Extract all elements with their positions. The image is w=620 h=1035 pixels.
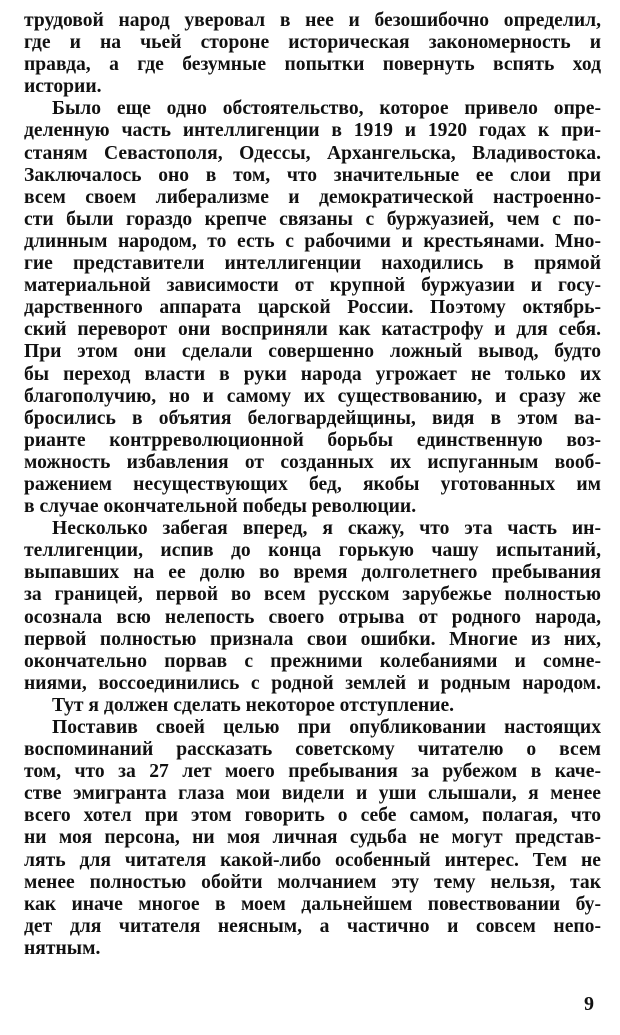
text-line: всем своем либерализме и демократической настроенно- — [24, 186, 601, 208]
text-line: выпавших на ее долю во время долголетнего пребывания — [24, 562, 601, 584]
text-line: ниями, воссоединились с родной землей и родным народом. — [24, 672, 601, 694]
text-line: окончательно порвав с прежними колебаниями и сомне- — [24, 650, 601, 672]
text-line: правда, а где безумные попытки повернуть вспять ход — [24, 54, 601, 76]
text-line: теллигенции, испив до конца горькую чашу испытаний, — [24, 540, 601, 562]
text-line: рианте контрреволюционной борьбы единственную воз- — [24, 429, 601, 451]
text-line: том, что за 27 лет моего пребывания за рубежом в каче- — [24, 761, 601, 783]
text-line: бросились в объятия белогвардейщины, видя в этом ва- — [24, 407, 601, 429]
text-line: всего хотел при этом говорить о себе самом, полагая, что — [24, 805, 601, 827]
text-line: станям Севастополя, Одессы, Архангельска, Владивостока. — [24, 142, 601, 164]
text-line: Тут я должен сделать некоторое отступление. — [52, 694, 455, 716]
text-line: Заключалось оно в том, что значительные ее слои при — [24, 164, 601, 186]
text-line: гие представители интеллигенции находились в прямой — [24, 253, 601, 275]
text-line: длинным народом, то есть с рабочими и крестьянами. Мно- — [24, 230, 601, 252]
text-line: лять для читателя какой-либо особенный интерес. Тем не — [24, 849, 601, 871]
page-number: 9 — [584, 993, 594, 1015]
text-line: стве эмигранта глаза мои видели и уши слышали, я менее — [24, 783, 601, 805]
text-line: нятным. — [24, 937, 101, 959]
text-line: менее полностью обойти молчанием эту тему нельзя, так — [24, 871, 601, 893]
text-line: Было еще одно обстоятельство, которое привело опре- — [52, 98, 601, 120]
text-line: первой полностью признала свои ошибки. Многие из них, — [24, 628, 601, 650]
text-line: истории. — [24, 76, 102, 98]
text-line: в случае окончательной победы революции. — [24, 496, 417, 518]
text-line: осознала всю нелепость своего отрыва от родного народа, — [24, 606, 601, 628]
text-line: материальной зависимости от крупной буржуазии и госу- — [24, 275, 601, 297]
text-line: воспоминаний рассказать советскому читателю о всем — [24, 739, 601, 761]
text-line: где и на чьей стороне историческая закономерность и — [24, 32, 601, 54]
text-line: за границей, первой во всем русском зарубежье полностью — [24, 584, 601, 606]
text-line: ражением несуществующих бед, якобы уготованных им — [24, 473, 601, 495]
text-line: благополучию, но и самому их существованию, и сразу же — [24, 385, 601, 407]
text-line: трудовой народ уверовал в нее и безошибочно определил, — [24, 10, 601, 31]
text-line: дарственного аппарата царской России. Поэтому октябрь- — [24, 297, 601, 319]
text-line: дет для читателя неясным, а частично и совсем непо- — [24, 915, 601, 937]
text-line: Поставив своей целью при опубликовании настоящих — [52, 717, 601, 738]
body-text — [24, 10, 601, 960]
text-line: бы переход власти в руки народа угрожает не только их — [24, 363, 601, 385]
text-line: ский переворот они восприняли как катастрофу и для себя. — [24, 319, 601, 341]
text-line: При этом они сделали совершенно ложный вывод, будто — [24, 341, 601, 363]
text-line: ни моя персона, ни моя личная судьба не могут представ- — [24, 827, 601, 849]
text-line: как иначе многое в моем дальнейшем повествовании бу- — [24, 893, 601, 915]
text-line: деленную часть интеллигенции в 1919 и 1920 годах к при- — [24, 120, 601, 142]
text-line: Несколько забегая вперед, я скажу, что эта часть ин- — [52, 518, 601, 540]
text-line: сти были гораздо крепче связаны с буржуазией, чем с по- — [24, 208, 601, 230]
text-line: можность избавления от созданных их испуганным вооб- — [24, 451, 601, 473]
